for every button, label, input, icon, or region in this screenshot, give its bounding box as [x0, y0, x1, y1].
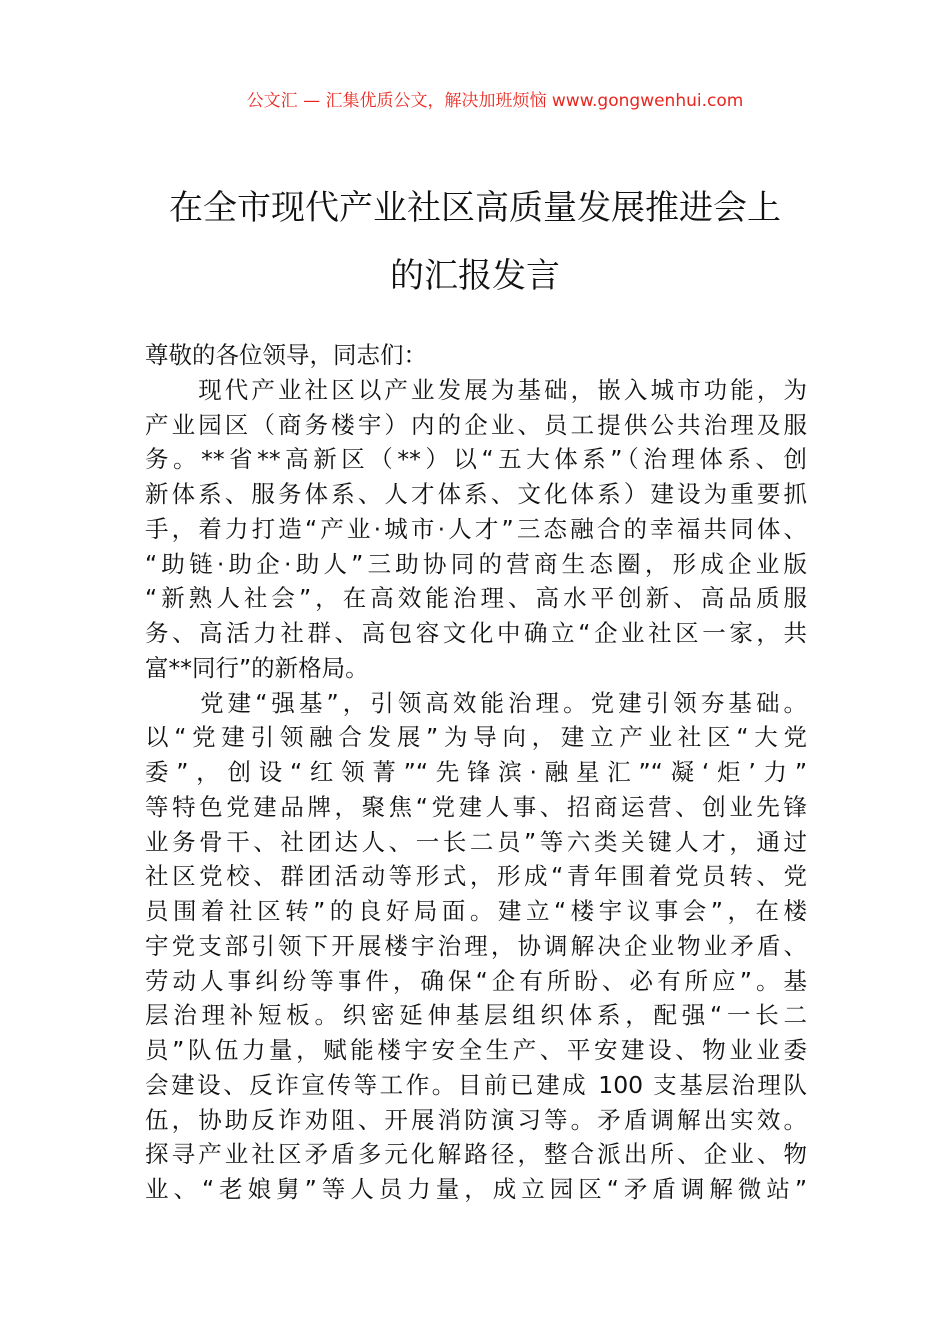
body-text-line: 员”队伍力量，赋能楼宇安全生产、平安建设、物业业委	[145, 1036, 807, 1064]
body-text-line: 员围着社区转”的良好局面。建立“楼宇议事会”，在楼	[145, 897, 807, 925]
body-text-line: 层治理补短板。织密延伸基层组织体系，配强“一长二	[145, 1001, 807, 1030]
body-text-line: 伍，协助反诈劝阻、开展消防演习等。矛盾调解出实效。	[145, 1105, 807, 1134]
body-text-line: 党建“强基”，引领高效能治理。党建引领夯基础。	[145, 688, 807, 717]
body-text-line: 产业园区（商务楼宇）内的企业、员工提供公共治理及服	[145, 410, 807, 439]
body-text-line: 尊敬的各位领导，同志们：	[145, 341, 427, 369]
body-text-line: 新体系、服务体系、人才体系、文化体系）建设为重要抓	[145, 480, 807, 508]
document-title-line-1: 在全市现代产业社区高质量发展推进会上	[169, 188, 781, 228]
body-text-line: 业、“老娘舅”等人员力量，成立园区“矛盾调解微站”	[145, 1175, 807, 1203]
body-text-line: 宇党支部引领下开展楼宇治理，协调解决企业物业矛盾、	[145, 931, 807, 960]
body-text-line: 现代产业社区以产业发展为基础，嵌入城市功能，为	[145, 375, 807, 404]
body-text-line: 劳动人事纠纷等事件，确保“企有所盼、必有所应”。基	[145, 966, 807, 995]
body-text-line: 务、高活力社群、高包容文化中确立“企业社区一家，共	[145, 619, 807, 647]
body-text-line: 等特色党建品牌，聚焦“党建人事、招商运营、创业先锋	[145, 792, 807, 821]
body-text-line: 委”，创设“红领菁”“先锋滨·融星汇”“凝‘炬’力”	[145, 758, 807, 786]
body-text-line: 富**同行”的新格局。	[145, 653, 369, 682]
body-text-line: 业务骨干、社团达人、一长二员”等六类关键人才，通过	[145, 827, 807, 856]
body-text-line: 社区党校、群团活动等形式，形成“青年围着党员转、党	[145, 862, 807, 891]
body-text-line: “助链·助企·助人”三助协同的营商生态圈，形成企业版	[145, 549, 807, 578]
site-header-banner: 公文汇 — 汇集优质公文，解决加班烦恼 www.gongwenhui.com	[246, 91, 744, 111]
document-body	[145, 338, 807, 1207]
body-text-line: “新熟人社会”，在高效能治理、高水平创新、高品质服	[145, 584, 807, 613]
document-title-line-2: 的汇报发言	[390, 256, 560, 296]
body-text-line: 手，着力打造“产业·城市·人才”三态融合的幸福共同体、	[145, 514, 807, 543]
body-text-line: 探寻产业社区矛盾多元化解路径，整合派出所、企业、物	[145, 1140, 807, 1169]
body-text-line: 会建设、反诈宣传等工作。目前已建成 100 支基层治理队	[145, 1070, 807, 1099]
body-text-line: 务。**省**高新区（**）以“五大体系”（治理体系、创	[145, 445, 807, 474]
body-text-line: 以“党建引领融合发展”为导向，建立产业社区“大党	[145, 723, 807, 752]
